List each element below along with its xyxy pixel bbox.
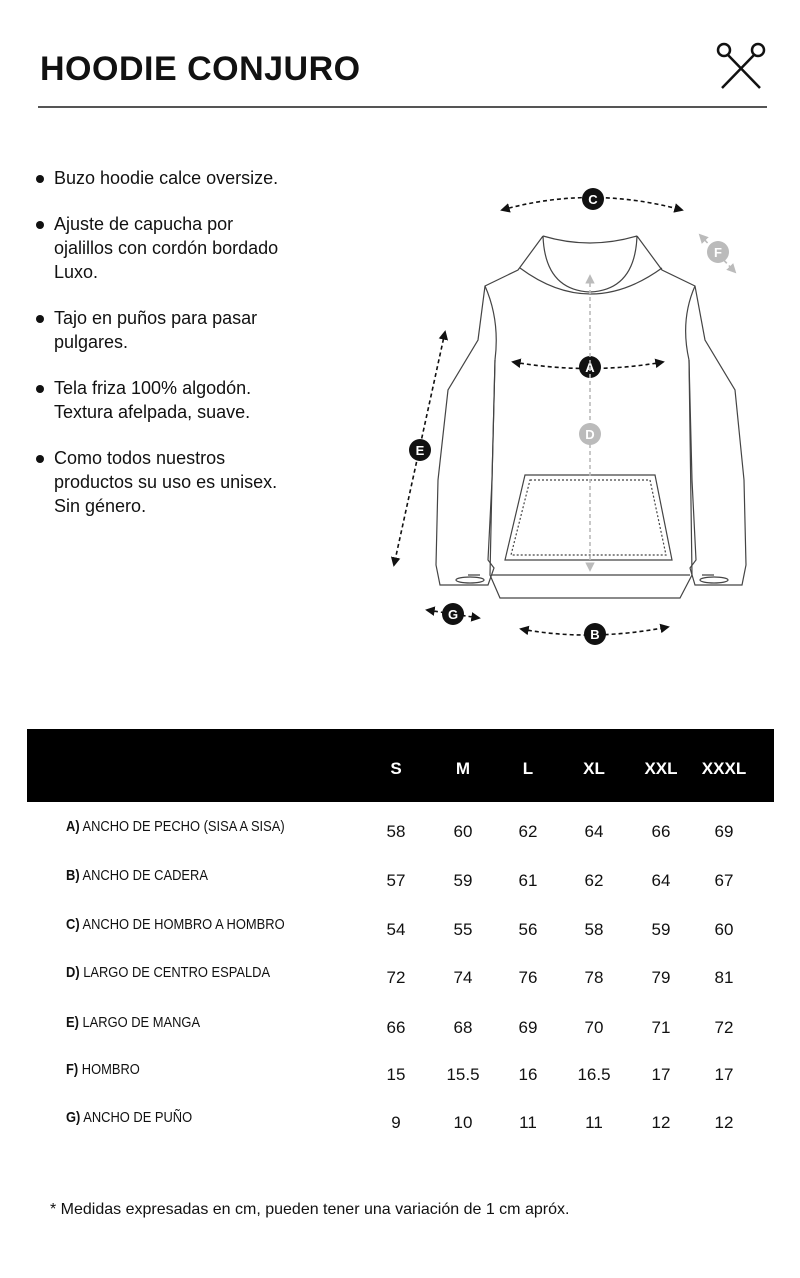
table-cell: 66 (651, 822, 671, 841)
measurement-label (66, 916, 285, 933)
size-column-header: M (455, 759, 471, 778)
label-d: D (585, 427, 595, 442)
measurement-footnote: * Medidas expresadas en cm, pueden tener una variación de 1 cm apróx. (50, 1201, 570, 1218)
table-cell: 78 (584, 968, 604, 987)
table-cell: 16.5 (577, 1065, 611, 1084)
table-cell: 58 (584, 920, 604, 939)
table-cell: 11 (519, 1113, 537, 1132)
hoodie-measurement-diagram (380, 180, 780, 650)
title-divider (38, 106, 767, 108)
table-cell: 76 (518, 968, 538, 987)
feature-text: Ajuste de capucha por (54, 214, 234, 234)
table-cell: 10 (453, 1113, 473, 1132)
feature-text: Tela friza 100% algodón. (54, 378, 252, 398)
label-c: C (588, 192, 598, 207)
measurement-key: A) (66, 818, 80, 835)
table-row (0, 818, 800, 848)
feature-text: ojalillos con cordón bordado (54, 238, 279, 258)
feature-list (34, 166, 354, 540)
feature-item (34, 212, 354, 284)
label-a: A (585, 360, 595, 375)
measurement-name: LARGO DE CENTRO ESPALDA (83, 964, 271, 981)
feature-text: Textura afelpada, suave. (54, 402, 251, 422)
table-cell: 55 (453, 920, 473, 939)
table-row (0, 916, 800, 946)
measurement-key: F) (66, 1061, 79, 1078)
table-cell: 62 (584, 871, 604, 890)
measurement-key: B) (66, 867, 80, 884)
table-cell: 70 (584, 1018, 604, 1037)
measurement-key: E) (66, 1014, 79, 1031)
table-cell: 66 (386, 1018, 406, 1037)
measurement-label (66, 1109, 192, 1126)
measurement-name: ANCHO DE PECHO (SISA A SISA) (82, 818, 285, 835)
table-cell: 17 (714, 1065, 734, 1084)
size-column-header: XL (583, 759, 605, 778)
table-cell: 69 (518, 1018, 538, 1037)
feature-text: productos su uso es unisex. (54, 472, 278, 492)
bullet-dot (36, 221, 44, 229)
label-g: G (447, 607, 459, 622)
table-cell: 57 (386, 871, 406, 890)
table-cell: 69 (714, 822, 734, 841)
feature-item (34, 376, 354, 424)
table-cell: 61 (518, 871, 538, 890)
table-cell: 12 (651, 1113, 671, 1132)
table-cell: 56 (518, 920, 538, 939)
measurement-key: G) (66, 1109, 81, 1126)
table-cell: 60 (714, 920, 734, 939)
measurement-label (66, 867, 208, 884)
hoodie-outline (436, 236, 746, 598)
table-cell: 15 (386, 1065, 406, 1084)
measurement-name: LARGO DE MANGA (82, 1014, 201, 1031)
feature-item (34, 166, 354, 190)
measurement-label (66, 1061, 140, 1078)
table-cell: 59 (453, 871, 473, 890)
table-cell: 81 (714, 968, 734, 987)
feature-text: Sin género. (54, 496, 147, 516)
scissors-icon (714, 42, 768, 90)
feature-item (34, 446, 354, 518)
table-cell: 64 (584, 822, 604, 841)
table-row (0, 1061, 800, 1091)
feature-text: Luxo. (54, 262, 99, 282)
table-cell: 72 (386, 968, 406, 987)
size-column-header: XXL (644, 759, 678, 778)
label-e: E (415, 443, 425, 458)
table-row (0, 867, 800, 897)
bullet-dot (36, 385, 44, 393)
measurement-name: ANCHO DE HOMBRO A HOMBRO (82, 916, 285, 933)
page-title: HOODIE CONJURO (40, 50, 361, 88)
feature-text: Como todos nuestros (54, 448, 226, 468)
table-cell: 60 (453, 822, 473, 841)
table-cell: 16 (518, 1065, 538, 1084)
feature-text: Buzo hoodie calce oversize. (54, 168, 279, 188)
table-cell: 64 (651, 871, 671, 890)
table-cell: 17 (651, 1065, 671, 1084)
bullet-dot (36, 455, 44, 463)
table-cell: 54 (386, 920, 406, 939)
feature-item (34, 306, 354, 354)
measurement-name: ANCHO DE PUÑO (83, 1109, 193, 1126)
table-row (0, 1109, 800, 1139)
size-column-header: S (390, 759, 402, 778)
bullet-dot (36, 315, 44, 323)
label-f: F (714, 245, 722, 260)
table-cell: 11 (585, 1113, 603, 1132)
measurement-name: ANCHO DE CADERA (82, 867, 208, 884)
table-cell: 58 (386, 822, 406, 841)
size-table-header (27, 729, 774, 802)
feature-text: pulgares. (54, 332, 129, 352)
label-b: B (590, 627, 600, 642)
measurement-key: C) (66, 916, 80, 933)
table-cell: 59 (651, 920, 671, 939)
measurement-name: HOMBRO (81, 1061, 140, 1078)
table-cell: 72 (714, 1018, 734, 1037)
table-cell: 79 (651, 968, 671, 987)
table-cell: 74 (453, 968, 473, 987)
table-cell: 68 (453, 1018, 473, 1037)
table-cell: 15.5 (446, 1065, 480, 1084)
size-column-header: L (522, 759, 534, 778)
bullet-dot (36, 175, 44, 183)
measurement-label (66, 1014, 200, 1031)
table-cell: 71 (651, 1018, 671, 1037)
size-column-header: XXXL (701, 759, 747, 778)
feature-text: Tajo en puños para pasar (54, 308, 258, 328)
table-cell: 12 (714, 1113, 734, 1132)
table-row (0, 1014, 800, 1044)
table-cell: 9 (391, 1113, 401, 1132)
table-cell: 67 (714, 871, 734, 890)
measurement-key: D) (66, 964, 80, 981)
measurement-label (66, 964, 270, 981)
measurement-label (66, 818, 285, 835)
table-cell: 62 (518, 822, 538, 841)
table-row (0, 964, 800, 994)
